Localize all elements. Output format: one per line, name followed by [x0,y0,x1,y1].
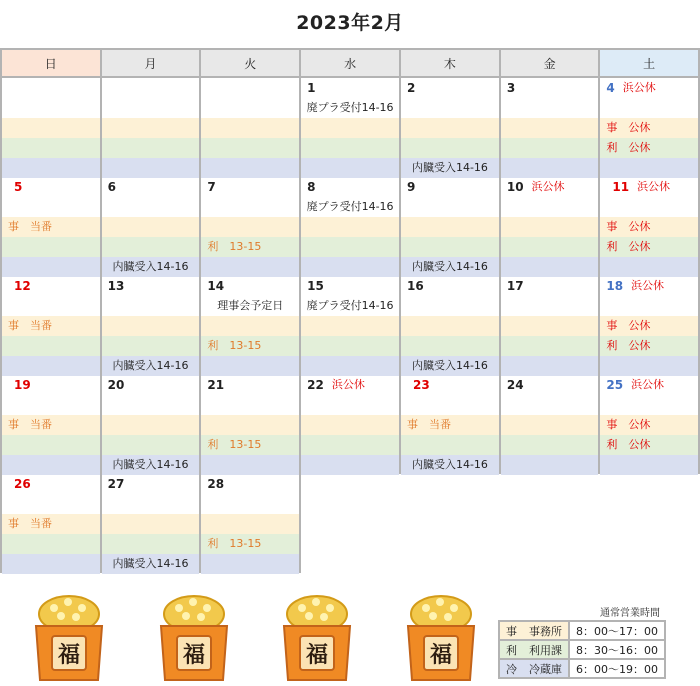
office-line [102,517,108,530]
usage-line [401,141,407,154]
day-number: 17 [506,279,524,293]
organ-line: 内臓受入14-16 [112,458,189,471]
calendar-table [0,48,700,573]
office-line [102,418,108,431]
office-line [501,319,507,332]
day-cell [300,275,400,374]
legend-row [499,621,665,640]
calendar-week [1,275,699,374]
legend-abbr: 事 [499,621,523,640]
day-number: 27 [107,477,125,491]
holiday-note: 浜公休 [637,180,671,193]
empty-slot [300,473,400,572]
office-line [2,121,8,134]
organ-line: 内臓受入14-16 [411,458,488,471]
organ-line: 内臓受入14-16 [112,557,189,570]
legend-hours: 6：00～19：00 [569,659,665,678]
day-number: 4 [606,81,615,95]
calendar-body [1,77,699,572]
weekday-header: 日 [1,49,101,77]
day-number: 22 [307,378,324,392]
day-cell [599,275,699,374]
svg-text:福: 福 [305,643,329,668]
day-cell [1,176,101,275]
office-line: 事 公休 [606,418,651,431]
day-number: 3 [506,81,516,95]
usage-line [102,438,108,451]
usage-line [501,141,507,154]
usage-line [401,438,407,451]
legend-abbr: 利 [499,640,523,659]
legend-abbr: 冷 [499,659,523,678]
usage-line [2,240,8,253]
day-number: 25 [606,378,624,392]
office-line: 事 当番 [8,220,52,233]
day-cell [200,176,300,275]
office-line [401,319,407,332]
day-cell [101,176,201,275]
holiday-note: 浜公休 [622,81,656,94]
day-number: 6 [107,180,116,194]
calendar-week [1,176,699,275]
office-line [201,418,207,431]
day-number: 1 [307,81,316,95]
day-number: 16 [407,279,424,293]
day-cell [1,374,101,473]
office-line: 事 公休 [606,121,651,134]
legend-row [499,640,665,659]
office-line [201,220,207,233]
day-number: 20 [107,378,125,392]
holiday-note: 浜公休 [631,378,665,391]
svg-text:福: 福 [429,643,453,668]
empty-slot [599,473,699,572]
legend-dept: 事務所 [523,621,569,640]
day-number: 18 [606,279,624,293]
day-number: 13 [107,279,125,293]
office-line: 事 当番 [407,418,452,431]
day-number: 7 [207,180,216,194]
event-line: 廃プラ受付14-16 [306,200,394,213]
organ-line: 内臓受入14-16 [411,359,488,372]
usage-line: 利 13-15 [207,438,262,451]
day-number: 23 [413,378,430,392]
organ-line: 内臓受入14-16 [112,359,189,372]
legend-dept: 冷蔵庫 [523,659,569,678]
usage-line [501,339,507,352]
legend-title: 通常営業時間 [600,608,660,619]
day-number: 24 [506,378,524,392]
weekday-header: 月 [101,49,201,77]
office-line: 事 当番 [8,418,52,431]
day-cell [1,473,101,572]
day-cell [400,77,500,176]
business-hours-legend [498,620,666,679]
day-number: 9 [407,180,416,194]
day-cell [400,275,500,374]
office-line [301,418,307,431]
day-cell [101,473,201,572]
calendar-week [1,473,699,572]
weekday-header: 水 [300,49,400,77]
calendar-week [1,77,699,176]
holiday-note: 浜公休 [331,378,365,391]
usage-line: 利 13-15 [207,240,262,253]
usage-line [2,141,8,154]
weekday-header-row [1,49,699,77]
day-number: 19 [14,378,31,392]
day-cell [500,275,600,374]
day-cell [101,77,201,176]
office-line [301,220,307,233]
usage-line [102,339,108,352]
day-cell [599,374,699,473]
usage-line [501,438,507,451]
day-cell [101,374,201,473]
day-cell [200,374,300,473]
lucky-bag-icon [30,592,108,682]
usage-line [102,240,108,253]
office-line [501,220,507,233]
day-cell [300,176,400,275]
empty-slot [400,473,500,572]
office-line: 事 公休 [606,319,651,332]
organ-line: 内臓受入14-16 [411,260,488,273]
office-line: 事 公休 [606,220,651,233]
day-number: 5 [14,180,23,194]
lucky-bag-icon [278,592,356,682]
office-line [301,121,307,134]
day-number: 8 [307,180,316,194]
day-cell [500,77,600,176]
event-line: 廃プラ受付14-16 [306,299,394,312]
event-line: 廃プラ受付14-16 [306,101,394,114]
usage-line: 利 13-15 [207,339,262,352]
office-line: 事 当番 [8,517,52,530]
day-cell [200,275,300,374]
usage-line [102,141,108,154]
weekday-header: 土 [599,49,699,77]
usage-line: 利 13-15 [207,537,262,550]
office-line: 事 当番 [8,319,52,332]
office-line [201,517,207,530]
usage-line [401,339,407,352]
usage-line [301,438,307,451]
day-number: 14 [207,279,225,293]
usage-line: 利 公休 [606,240,651,253]
day-cell [500,374,600,473]
lucky-bag-icon [402,592,480,682]
day-number: 28 [207,477,225,491]
legend-hours: 8：00～17：00 [569,621,665,640]
usage-line: 利 公休 [606,141,651,154]
usage-line [301,141,307,154]
day-cell [300,374,400,473]
day-cell [1,275,101,374]
legend-row [499,659,665,678]
organ-line: 内臓受入14-16 [411,161,488,174]
usage-line: 利 公休 [606,438,651,451]
legend-dept: 利用課 [523,640,569,659]
office-line [301,319,307,332]
usage-line [102,537,108,550]
organ-line: 内臓受入14-16 [112,260,189,273]
day-number: 21 [207,378,225,392]
day-cell [200,473,300,572]
legend-hours: 8：30～16：00 [569,640,665,659]
office-line [501,418,507,431]
office-line [102,121,108,134]
usage-line [401,240,407,253]
day-cell [500,176,600,275]
day-cell [200,77,300,176]
day-cell [1,77,101,176]
day-number: 26 [14,477,31,491]
office-line [401,121,407,134]
day-cell [101,275,201,374]
day-number: 15 [307,279,324,293]
weekday-header: 火 [200,49,300,77]
page-title: 2023年2月 [296,12,404,34]
day-cell [400,374,500,473]
lucky-bag-icon [155,592,233,682]
day-cell [400,176,500,275]
usage-line [501,240,507,253]
svg-text:福: 福 [57,643,81,668]
usage-line [201,141,207,154]
holiday-note: 浜公休 [531,180,565,193]
day-number: 11 [612,180,630,194]
day-number: 2 [407,81,416,95]
calendar-week [1,374,699,473]
day-number: 10 [506,180,524,194]
holiday-note: 浜公休 [631,279,665,292]
svg-text:福: 福 [182,643,206,668]
office-line [401,220,407,233]
day-cell [300,77,400,176]
day-number: 12 [14,279,31,293]
office-line [501,121,507,134]
day-cell [599,77,699,176]
office-line [102,220,108,233]
weekday-header: 木 [400,49,500,77]
usage-line [301,240,307,253]
usage-line [2,438,8,451]
office-line [102,319,108,332]
usage-line [2,537,8,550]
day-cell [599,176,699,275]
office-line [201,319,207,332]
empty-slot [500,473,600,572]
weekday-header: 金 [500,49,600,77]
office-line [201,121,207,134]
usage-line: 利 公休 [606,339,651,352]
usage-line [2,339,8,352]
usage-line [301,339,307,352]
event-line: 理事会予定日 [217,299,284,312]
